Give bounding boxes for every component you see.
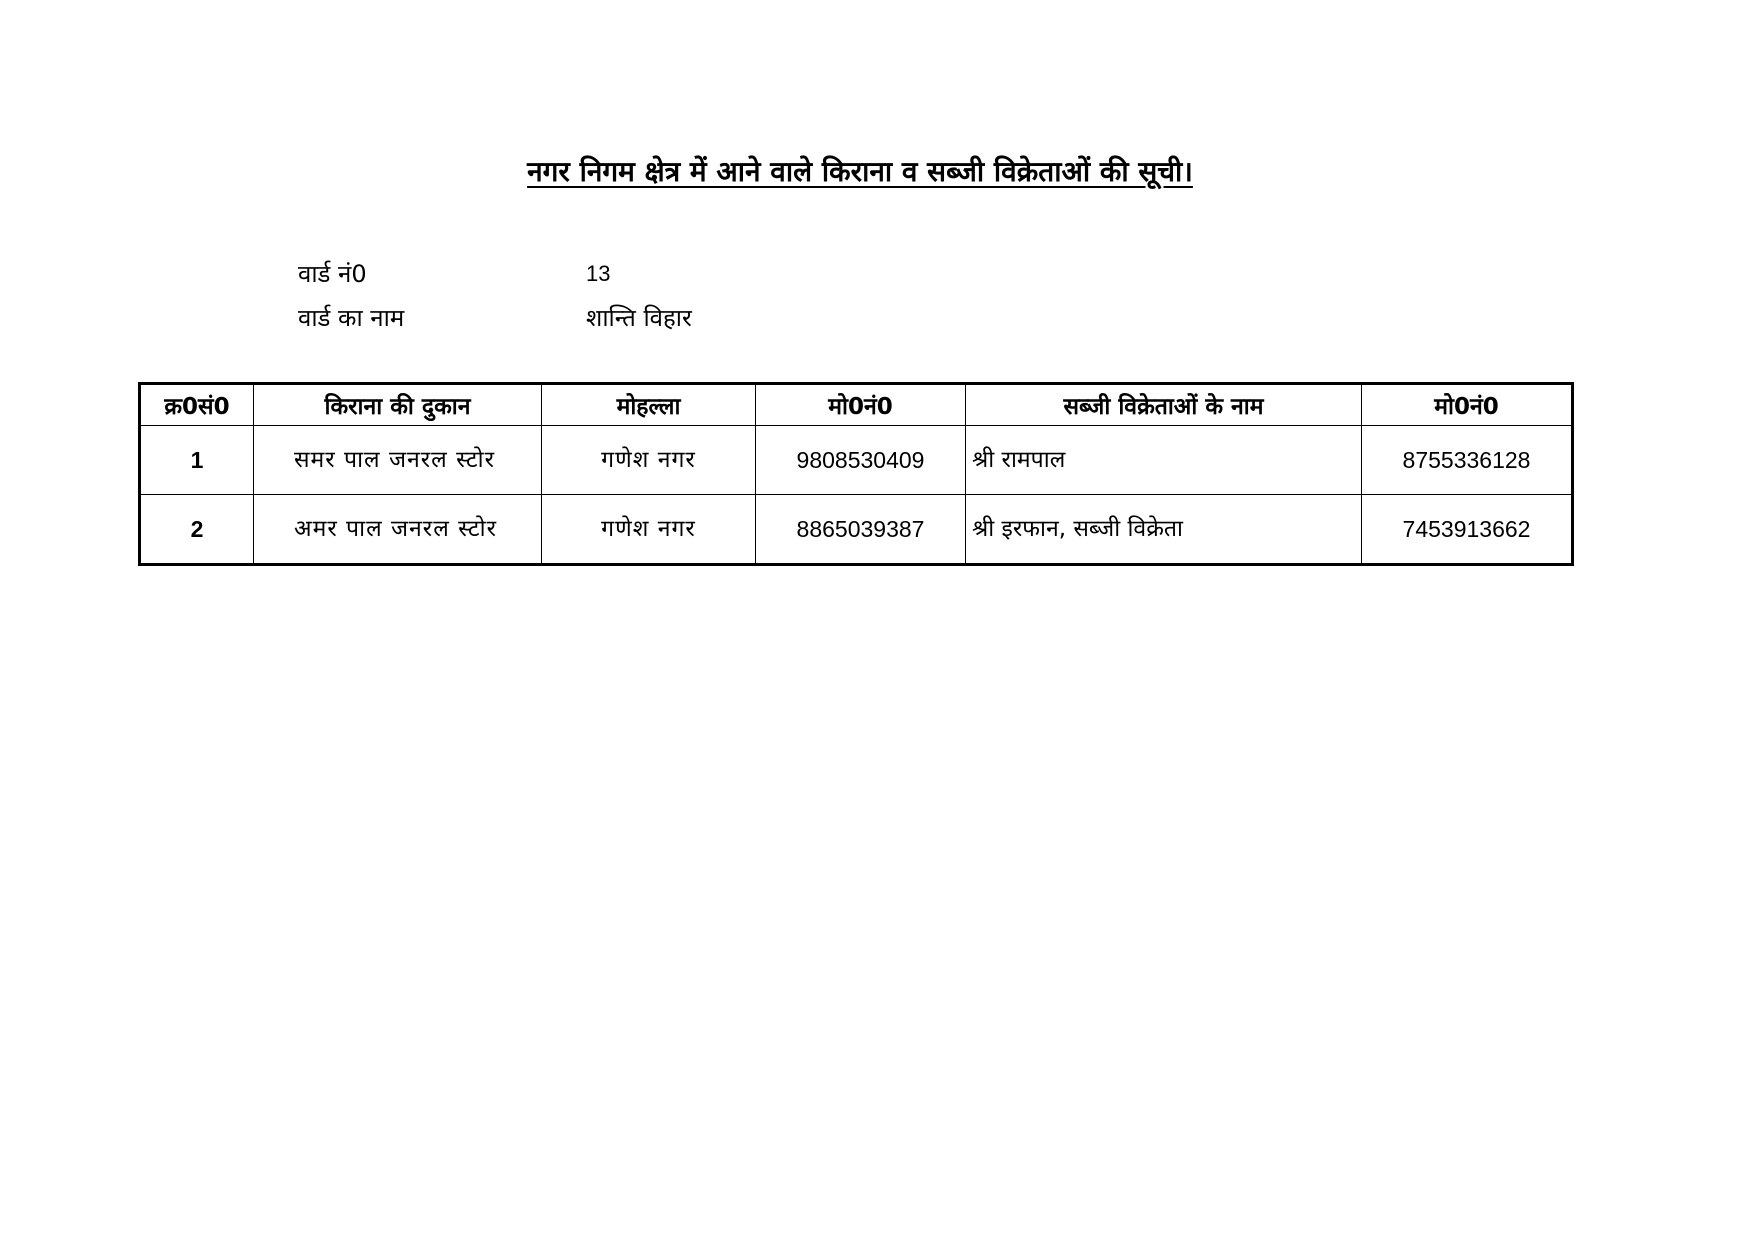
table-row	[140, 426, 1573, 495]
cell-vendor-mobile: 8755336128	[1362, 426, 1573, 495]
cell-area: गणेश नगर	[542, 426, 756, 495]
ward-name-label: वार्ड का नाम	[298, 304, 405, 332]
header-vendor: सब्जी विक्रेताओं के नाम	[966, 384, 1362, 426]
cell-area: गणेश नगर	[542, 495, 756, 565]
cell-shop-mobile: 8865039387	[756, 495, 966, 565]
cell-shop-mobile: 9808530409	[756, 426, 966, 495]
cell-shop-text: अमर पाल जनरल स्टोर	[294, 516, 498, 542]
table-row	[140, 495, 1573, 565]
table-header-row	[140, 384, 1573, 426]
cell-shop	[254, 495, 542, 565]
ward-number-value: 13	[586, 261, 611, 286]
cell-shop-text: समर पाल जनरल स्टोर	[294, 447, 495, 473]
header-shop: किराना की दुकान	[254, 384, 542, 426]
header-sr: क्र0सं0	[140, 384, 254, 426]
cell-sr: 2	[140, 495, 254, 565]
cell-vendor: श्री इरफान, सब्जी विक्रेता	[966, 495, 1362, 565]
header-vendor-mobile: मो0नं0	[1362, 384, 1573, 426]
cell-vendor-mobile: 7453913662	[1362, 495, 1573, 565]
cell-shop	[254, 426, 542, 495]
cell-sr: 1	[140, 426, 254, 495]
vendor-table	[138, 382, 1574, 566]
header-area: मोहल्ला	[542, 384, 756, 426]
ward-number-label: वार्ड नं0	[298, 260, 367, 288]
cell-vendor: श्री रामपाल	[966, 426, 1362, 495]
page-title: नगर निगम क्षेत्र में आने वाले किराना व सब्जी विक्रेताओं की सूची।	[527, 155, 1193, 188]
ward-name-value: शान्ति विहार	[586, 304, 692, 332]
header-shop-mobile: मो0नं0	[756, 384, 966, 426]
